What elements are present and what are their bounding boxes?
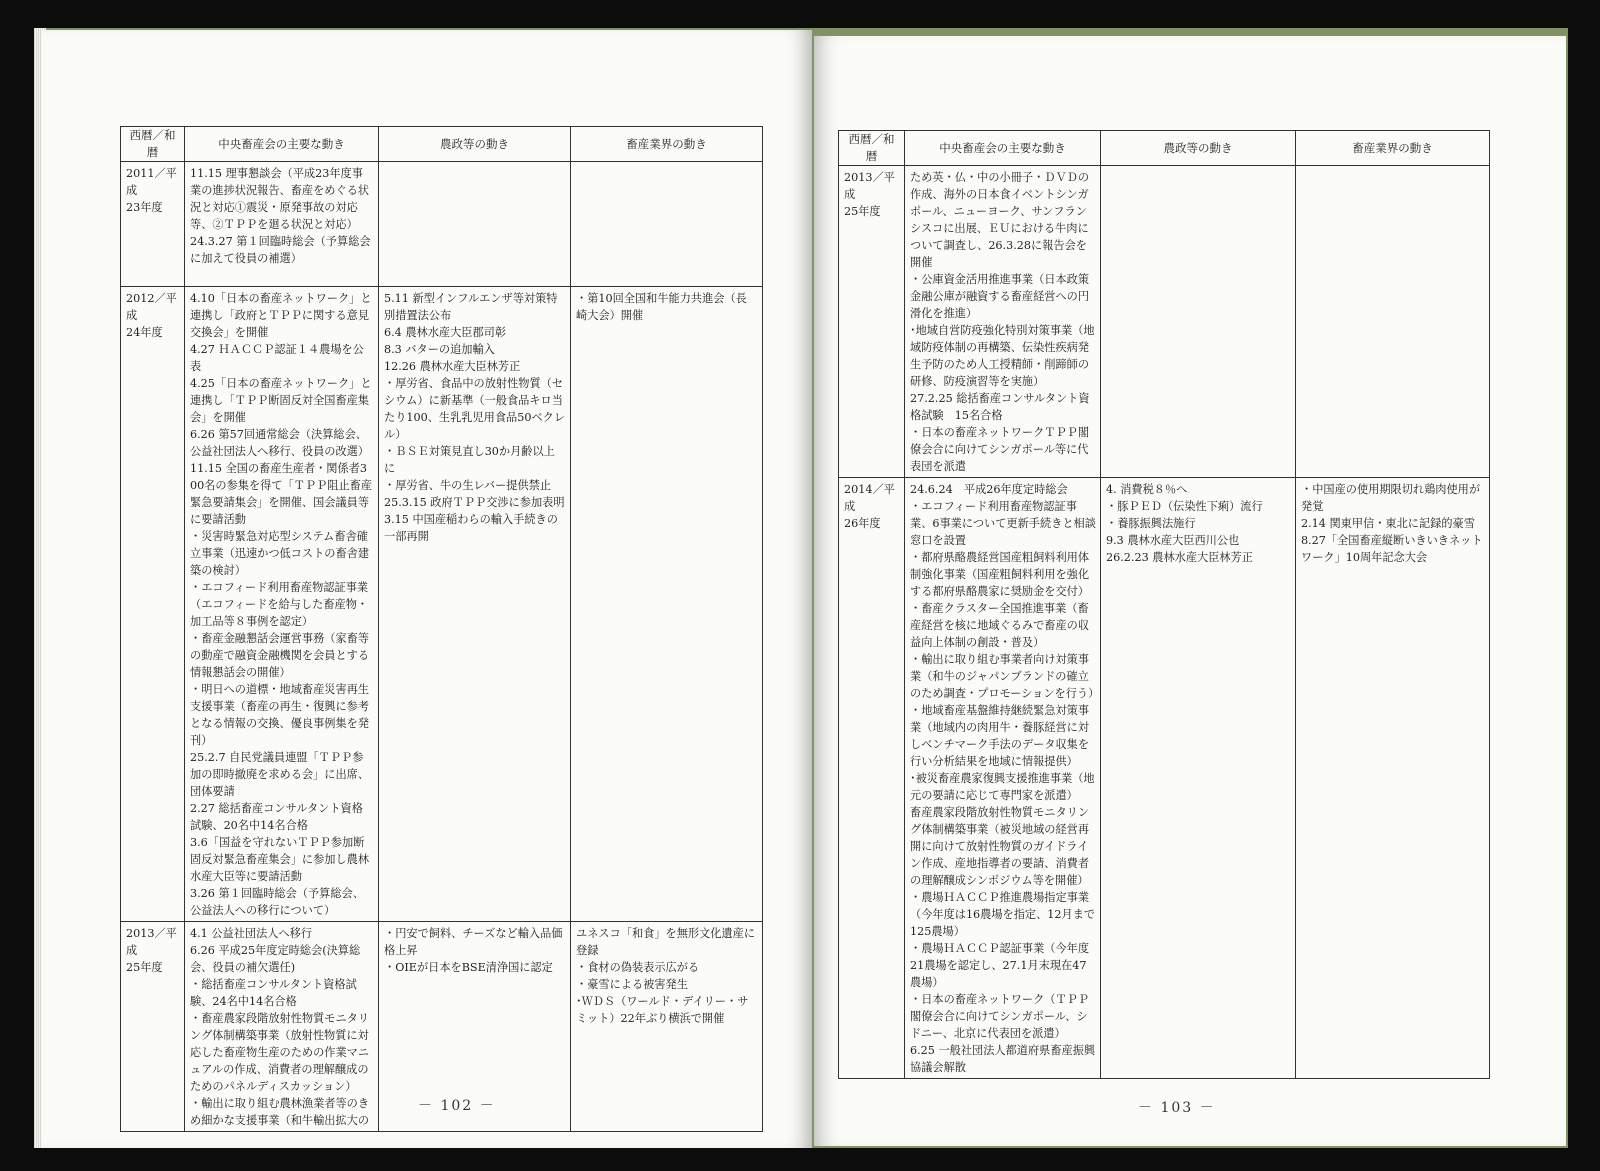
- industry-cell: [571, 287, 763, 922]
- list-item: ・日本の畜産ネットワーク（ＴＰＰ閣僚会合に向けてシンガポール、シドニー、北京に代表団を派遣）: [910, 993, 1090, 1040]
- list-item: 3.6「国益を守れないＴＰＰ参加断固反対緊急畜産集会」に参加し農林水産大臣等に要請活動: [190, 836, 370, 883]
- list-item: ・都府県酪農経営国産粗飼料利用体制強化事業（国産粗飼料利用を強化する都府県酪農家に奨励金を交付）: [910, 551, 1090, 598]
- list-item: ・畜産農家段階放射性物質モニタリング体制構築事業（放射性物質に対応した畜産物生産のための作業マニュアルの作成、消費者の理解醸成のためのパネルディスカッション）: [190, 1012, 370, 1093]
- list-item: ･地域自営防疫強化特別対策事業（地域防疫体制の再構築、伝染性疾病発生予防のため人工授精師・削蹄師の研修、防疫演習等を実施）: [910, 324, 1095, 388]
- list-item: ・日本の畜産ネットワークＴＰＰ閣僚会合に向けてシンガポール等に代表団を派遣: [910, 426, 1090, 473]
- list-item: ・食材の偽装表示広がる: [576, 961, 700, 974]
- era-cell: 2014／平成 26年度: [839, 478, 905, 1079]
- list-item: ・輸出に取り組む農林漁業者等のきめ細かな支援事業（和牛輸出拡大の: [190, 1097, 370, 1127]
- table-row: [121, 162, 763, 287]
- central-cell: [905, 478, 1101, 1079]
- era-cell: 2013／平成 25年度: [121, 922, 185, 1132]
- list-item: 6.26 平成25年度定時総会(決算総会、役員の補欠選任): [190, 944, 361, 974]
- right-timeline-table: [838, 130, 1490, 1079]
- list-item: ･被災畜産農家復興支援推進事業（地元の要請に応じて専門家を派遣）: [910, 772, 1095, 802]
- industry-cell: [1296, 478, 1490, 1079]
- list-item: ・明日への道標・地域畜産災害再生支援事業（畜産の再生・復興に参考となる情報の交換、優良事例集を発刊）: [190, 683, 370, 747]
- policy-cell: [379, 287, 571, 922]
- list-item: 2.27 総括畜産コンサルタント資格試験、20名中14名合格: [190, 802, 363, 832]
- list-item: ・中国産の使用期限切れ鶏肉使用が発覚: [1301, 483, 1481, 513]
- table-row: [839, 166, 1490, 478]
- list-item: ・畜産クラスター全国推進事業（畜産経営を核に地域ぐるみで畜産の収益向上体制の創設・普及）: [910, 602, 1090, 649]
- header-policy: 農政等の動き: [1101, 131, 1296, 166]
- list-item: 4. 消費税８％へ: [1106, 483, 1188, 496]
- table-header-row: [839, 131, 1490, 166]
- list-item: 4.25「日本の畜産ネットワーク」と連携し「ＴＰＰ断固反対全国畜産集会」を開催: [190, 377, 372, 424]
- list-item: 8.3 バターの追加輸入: [384, 343, 495, 356]
- list-item: 25.3.15 政府ＴＰＰ交渉に参加表明: [384, 496, 565, 509]
- list-item: ・輸出に取り組む事業者向け対策事業（和牛のジャパンブランドの確立のため調査・プロモーションを行う）: [910, 653, 1100, 700]
- list-item: ・OIEが日本をBSE清浄国に認定: [384, 961, 553, 974]
- list-item: ・豪雪による被害発生: [576, 978, 688, 991]
- industry-cell: [571, 922, 763, 1132]
- list-item: ・エコフィード利用畜産物認証事業、6事業について更新手続きと相談窓口を設置: [910, 500, 1096, 547]
- list-item: ・総括畜産コンサルタント資格試験、24名中14名合格: [190, 978, 357, 1008]
- list-item: 6.26 第57回通常総会（決算総会、公益社団法人へ移行、役員の改選）: [190, 428, 370, 458]
- list-item: 26.2.23 農林水産大臣林芳正: [1106, 551, 1253, 564]
- header-central: 中央畜産会の主要な動き: [185, 127, 379, 162]
- header-industry: 畜産業界の動き: [1296, 131, 1490, 166]
- header-era: 西暦／和暦: [839, 131, 905, 166]
- list-item: 2.14 関東甲信・東北に記録的豪雪: [1301, 517, 1475, 530]
- list-item: 24.6.24 平成26年度定時総会: [910, 483, 1068, 496]
- list-item: ため英・仏・中の小冊子・ＤＶＤの作成、海外の日本食イベントシンガポール、ニューヨーク、サンフランシスコに出展、ＥＵにおける牛肉について調査し、26.3.28に報告会を開催: [910, 171, 1090, 269]
- page-number-right: － 103 －: [1138, 1100, 1216, 1116]
- table-header-row: [121, 127, 763, 162]
- list-item: 6.25 一般社団法人都道府県畜産振興協議会解散: [910, 1044, 1096, 1074]
- list-item: 3.26 第１回臨時総会（予算総会、公益法人への移行について）: [190, 887, 364, 917]
- list-item: ・公庫資金活用推進事業（日本政策金融公庫が融資する畜産経営への円滑化を推進）: [910, 273, 1090, 320]
- header-central: 中央畜産会の主要な動き: [905, 131, 1101, 166]
- list-item: ・厚労省、牛の生レバー提供禁止: [384, 479, 552, 492]
- list-item: ・地域畜産基盤維持継続緊急対策事業（地域内の肉用牛・養豚経営に対しベンチマーク手法のデータ収集を行い分析結果を地域に情報提供）: [910, 704, 1090, 768]
- header-policy: 農政等の動き: [379, 127, 571, 162]
- list-item: 3.15 中国産稲わらの輸入手続きの一部再開: [384, 513, 558, 543]
- policy-cell: [1101, 166, 1296, 478]
- list-item: 4.10「日本の畜産ネットワーク」と連携し「政府とＴＰＰに関する意見交換会」を開催: [190, 292, 372, 339]
- list-item: ・ＢＳＥ対策見直し30か月齢以上に: [384, 445, 555, 475]
- list-item: ・農場ＨＡＣＣＰ認証事業（今年度21農場を認定し、27.1月末現在47農場）: [910, 942, 1090, 989]
- central-cell: [185, 162, 379, 287]
- list-item: ・厚労省、食品中の放射性物質（セシウム）に新基準（一般食品キロ当たり100、生乳乳児用食品50ベクレル）: [384, 377, 566, 441]
- list-item: 11.15 理事懇談会（平成23年度事業の進捗状況報告、畜産をめぐる状況と対応①震災・原発事故の対応等、②ＴＰＰを廻る状況と対応）: [190, 167, 370, 231]
- table-row: [121, 287, 763, 922]
- list-item: 6.4 農林水産大臣郡司彰: [384, 326, 507, 339]
- list-item: ・エコフィード利用畜産物認証事業（エコフィードを給与した畜産物・加工品等８事例を認定）: [190, 581, 369, 628]
- header-industry: 畜産業界の動き: [571, 127, 763, 162]
- list-item: ・農場ＨＡＣＣＰ推進農場指定事業（今年度は16農場を指定、12月まで125農場）: [910, 891, 1096, 938]
- list-item: 27.2.25 総括畜産コンサルタント資格試験 15名合格: [910, 392, 1090, 422]
- list-item: ・豚ＰＥＤ（伝染性下痢）流行: [1106, 500, 1263, 513]
- industry-cell: [1296, 166, 1490, 478]
- page-number-left: － 102 －: [418, 1098, 496, 1114]
- industry-cell: [571, 162, 763, 287]
- policy-cell: [379, 162, 571, 287]
- central-cell: [185, 922, 379, 1132]
- era-cell: 2013／平成 25年度: [839, 166, 905, 478]
- era-cell: 2012／平成 24年度: [121, 287, 185, 922]
- left-timeline-table: [120, 126, 763, 1132]
- list-item: ・養豚振興法施行: [1106, 517, 1196, 530]
- policy-cell: [1101, 478, 1296, 1079]
- list-item: 9.3 農林水産大臣西川公也: [1106, 534, 1240, 547]
- central-cell: [905, 166, 1101, 478]
- list-item: 12.26 農林水産大臣林芳正: [384, 360, 521, 373]
- table-row: [839, 478, 1490, 1079]
- era-cell: 2011／平成 23年度: [121, 162, 185, 287]
- list-item: 11.15 全国の畜産生産者・関係者300名の参集を得て「ＴＰＰ阻止畜産緊急要請集会」を開催、国会議員等に要請活動: [190, 462, 373, 526]
- central-cell: [185, 287, 379, 922]
- list-item: ユネスコ「和食」を無形文化遺産に登録: [576, 927, 756, 957]
- list-item: 24.3.27 第１回臨時総会（予算総会に加えて役員の補選）: [190, 235, 371, 265]
- list-item: 4.1 公益社団法人へ移行: [190, 927, 313, 940]
- list-item: 4.27 ＨＡＣＣＰ認証１４農場を公表: [190, 343, 364, 373]
- list-item: 5.11 新型インフルエンザ等対策特別措置法公布: [384, 292, 558, 322]
- list-item: 25.2.7 自民党議員連盟「ＴＰＰ参加の即時撤廃を求める会」に出席、団体要請: [190, 751, 370, 798]
- list-item: 畜産農家段階放射性物質モニタリング体制構築事業（被災地域の経営再開に向けて放射性物質のガイドライン作成、産地指導者の要請、消費者の理解醸成シンポジウム等を開催）: [910, 806, 1090, 887]
- list-item: ･ＷＤＳ（ワールド・デイリー・サミット）22年ぶり横浜で開催: [576, 995, 749, 1025]
- list-item: ・災害時緊急対応型システム畜舎確立事業（迅速かつ低コストの畜舎建築の検討）: [190, 530, 370, 577]
- list-item: ・畜産金融懇話会運営事務（家畜等の動産で融資金融機関を会員とする情報懇話会の開催）: [190, 632, 370, 679]
- list-item: 8.27「全国畜産縦断いきいきネットワーク」10周年記念大会: [1301, 534, 1483, 564]
- header-era: 西暦／和暦: [121, 127, 185, 162]
- list-item: ・第10回全国和牛能力共進会（長崎大会）開催: [576, 292, 747, 322]
- list-item: ・円安で飼料、チーズなど輸入品価格上昇: [384, 927, 563, 957]
